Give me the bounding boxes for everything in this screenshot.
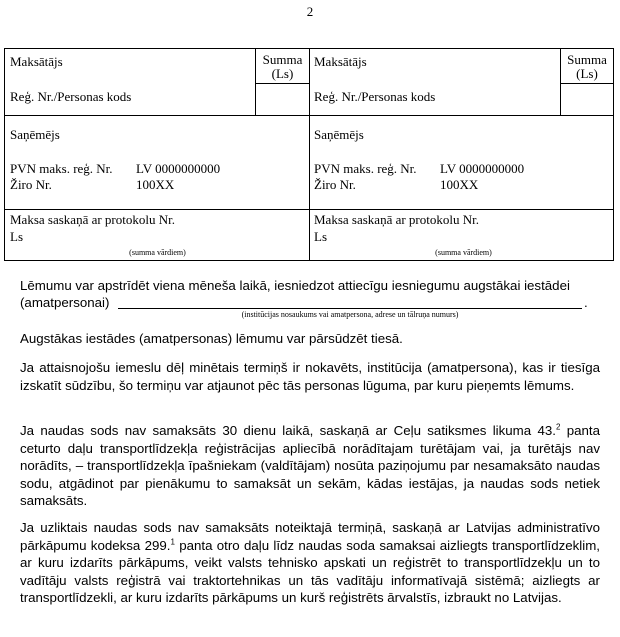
unpaid-deadline-paragraph	[20, 519, 600, 607]
left-payer-label: Maksātājs	[10, 54, 63, 69]
left-receiver-label: Saņēmējs	[10, 127, 60, 142]
appeal-line-2-start: (amatpersonai)	[20, 295, 110, 310]
unpaid-30-days-paragraph	[20, 422, 600, 510]
right-account-value: 100XX	[440, 177, 479, 192]
left-vat-row	[10, 161, 220, 176]
institution-blank-line	[118, 308, 582, 309]
right-summa-underline	[560, 83, 613, 84]
left-summa-header	[256, 53, 309, 81]
right-vat-value: LV 0000000000	[440, 161, 525, 176]
unpaid-30-part2: panta ceturto daļu transportlīdzekļa reģistrācijas apliecībā norādītajam turētājam vai, ja turētājs nav norādīts, – transportlīdzekļa īpašniekam (valdītājam) nosūta paziņojumu par nesamaksāto naudas sodu, atgādinot par pienākumu to samaksāt un sekām, kādas iestājas, ja naudas sods netiek samaksāts.	[20, 423, 600, 508]
unpaid-deadline-part2: panta otro daļu līdz naudas soda samaksai aizliegts transportlīdzeklim, ar kuru izdarīts pārkāpums, veikt valsts tehnisko apskati un reģistrēt to transportlīdzekļu un to vadītāju valsts reģistrā vai traktortehnikas un tās vadītāju informatīvajā sistēmā; aizliegts ar transportlīdzekli, ar kuru izdarīts pārkāpums un kurš reģistrēts ārvalstīs, izbraukt no Latvijas.	[20, 537, 600, 605]
right-payer-label: Maksātājs	[314, 54, 367, 69]
unpaid-30-sup: 2	[555, 422, 561, 432]
unpaid-deadline-sup: 1	[170, 537, 175, 547]
left-currency: Ls	[10, 229, 23, 244]
right-vat-row	[314, 161, 524, 176]
court-sentence: Augstākas iestādes (amatpersonas) lēmumu var pārsūdzēt tiesā.	[20, 331, 403, 346]
missed-deadline-paragraph: Ja attaisnojošu iemeslu dēļ minētais termiņš ir nokavēts, institūcija (amatpersona), kas ir tiesīga izskatīt sūdzību, šo termiņu var atjaunot pēc tās personas lūguma, par kuru pieņemts lēmums.	[20, 360, 600, 393]
center-divider	[309, 49, 310, 260]
left-reg-label: Reģ. Nr./Personas kods	[10, 89, 132, 104]
left-account-label: Žiro Nr.	[10, 177, 52, 192]
institution-note: (institūcijas nosaukums vai amatpersona, adrese un tālruņa numurs)	[241, 310, 459, 319]
page-number: 2	[306, 4, 314, 19]
right-summa-header	[561, 53, 613, 81]
left-payment-label: Maksa saskaņā ar protokolu Nr.	[10, 212, 175, 227]
left-summa-unit: (Ls)	[271, 66, 294, 81]
right-amount-words-note: (summa vārdiem)	[435, 248, 492, 257]
right-account-row	[314, 177, 478, 192]
right-payment-label: Maksa saskaņā ar protokolu Nr.	[314, 212, 479, 227]
receiver-row-bottom	[5, 209, 613, 210]
left-account-row	[10, 177, 174, 192]
unpaid-30-part1: Ja naudas sods nav samaksāts 30 dienu laikā, saskaņā ar Ceļu satiksmes likuma 43.	[20, 423, 556, 438]
left-summa-underline	[255, 83, 309, 84]
right-receiver-label: Saņēmējs	[314, 127, 364, 142]
left-account-value: 100XX	[136, 177, 175, 192]
payer-row-bottom	[5, 115, 613, 116]
left-vat-label: PVN maks. reģ. Nr.	[10, 161, 113, 176]
right-account-label: Žiro Nr.	[314, 177, 356, 192]
right-vat-label: PVN maks. reģ. Nr.	[314, 161, 417, 176]
left-amount-words-note: (summa vārdiem)	[129, 248, 186, 257]
unpaid-deadline-part1: Ja uzliktais naudas sods nav samaksāts noteiktajā termiņā, saskaņā ar Latvijas administratīvo pārkāpumu kodeksa 299.	[20, 520, 600, 553]
right-currency: Ls	[314, 229, 327, 244]
appeal-line-2-end: .	[584, 295, 588, 310]
payment-form-table	[4, 48, 614, 261]
right-summa-unit: (Ls)	[576, 66, 598, 81]
left-summa-word: Summa	[262, 52, 303, 67]
right-summa-word: Summa	[567, 52, 607, 67]
appeal-line-1: Lēmumu var apstrīdēt viena mēneša laikā, iesniedzot attiecīgu iesniegumu augstākai iestādei	[20, 278, 570, 293]
right-reg-label: Reģ. Nr./Personas kods	[314, 89, 436, 104]
left-vat-value: LV 0000000000	[136, 161, 221, 176]
